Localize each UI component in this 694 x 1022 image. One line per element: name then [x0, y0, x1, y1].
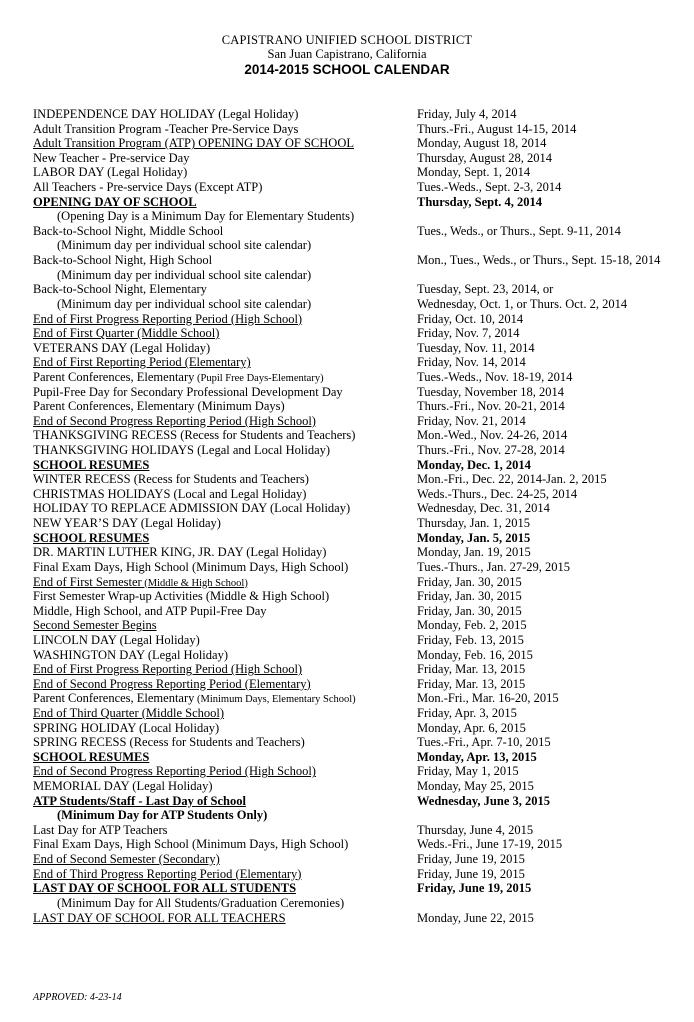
event-date: Thurs.-Fri., August 14-15, 2014 [417, 121, 577, 136]
calendar-row [0, 837, 694, 852]
calendar-row [0, 282, 694, 297]
calendar-row [0, 107, 694, 122]
calendar-row [0, 691, 694, 706]
event-date: Mon., Tues., Weds., or Thurs., Sept. 15-18, 2014 [417, 253, 661, 268]
calendar-row [0, 706, 694, 721]
calendar-row [0, 253, 694, 268]
event-date: Friday, Oct. 10, 2014 [417, 311, 524, 326]
event-name: OPENING DAY OF SCHOOL [33, 194, 197, 209]
calendar-row [0, 896, 694, 911]
event-date: Thurs.-Fri., Nov. 27-28, 2014 [417, 443, 565, 458]
event-name: SCHOOL RESUMES [33, 457, 150, 472]
event-date: Tues., Weds., or Thurs., Sept. 9-11, 2014 [417, 223, 621, 238]
calendar-row [0, 165, 694, 180]
event-name: LAST DAY OF SCHOOL FOR ALL STUDENTS [33, 881, 297, 896]
event-name: Back-to-School Night, Middle School [33, 223, 224, 238]
event-date: Thurs.-Fri., Nov. 20-21, 2014 [417, 399, 565, 414]
event-name: (Minimum day per individual school site calendar) [57, 238, 312, 253]
calendar-row [0, 326, 694, 341]
event-name: THANKSGIVING RECESS (Recess for Students and Teachers) [33, 428, 356, 443]
calendar-row [0, 764, 694, 779]
event-date: Monday, Jan. 19, 2015 [417, 545, 531, 560]
calendar-row [0, 399, 694, 414]
event-date: Thursday, August 28, 2014 [417, 150, 552, 165]
event-name: WINTER RECESS (Recess for Students and Teachers) [33, 472, 309, 487]
event-name: Last Day for ATP Teachers [33, 822, 168, 837]
event-name: Pupil-Free Day for Secondary Professional Development Day [33, 384, 343, 399]
calendar-row [0, 545, 694, 560]
event-date: Friday, May 1, 2015 [417, 764, 519, 779]
event-date: Monday, Sept. 1, 2014 [417, 165, 531, 180]
event-note: (Middle & High School) [141, 577, 248, 589]
calendar-row [0, 501, 694, 516]
event-date: Friday, June 19, 2015 [417, 881, 532, 896]
event-date: Tuesday, Nov. 11, 2014 [417, 340, 535, 355]
calendar-row [0, 881, 694, 896]
calendar-row [0, 662, 694, 677]
event-name: End of Second Progress Reporting Period (High School) [33, 764, 316, 779]
calendar-row [0, 560, 694, 575]
event-name: End of First Quarter (Middle School) [33, 326, 220, 341]
event-date: Friday, Jan. 30, 2015 [417, 574, 522, 589]
calendar-row [0, 472, 694, 487]
event-date: Monday, Feb. 2, 2015 [417, 618, 527, 633]
event-date: Friday, Apr. 3, 2015 [417, 705, 517, 720]
event-date: Monday, Dec. 1, 2014 [417, 457, 531, 472]
event-date: Thursday, June 4, 2015 [417, 822, 534, 837]
event-name: LINCOLN DAY (Legal Holiday) [33, 632, 200, 647]
district-location: San Juan Capistrano, California [267, 47, 427, 61]
calendar-row [0, 648, 694, 663]
event-date: Tues.-Fri., Apr. 7-10, 2015 [417, 735, 551, 750]
event-name: SCHOOL RESUMES [33, 749, 150, 764]
event-name: ATP Students/Staff - Last Day of School [33, 793, 246, 808]
calendar-row [0, 794, 694, 809]
calendar-row [0, 852, 694, 867]
event-name: End of Third Progress Reporting Period (Elementary) [33, 866, 302, 881]
calendar-row [0, 589, 694, 604]
event-date: Monday, Apr. 13, 2015 [417, 749, 537, 764]
event-name: SPRING HOLIDAY (Local Holiday) [33, 720, 220, 735]
event-date: Friday, June 19, 2015 [417, 852, 525, 867]
event-name: End of Second Progress Reporting Period (High School) [33, 413, 316, 428]
event-name: End of First Progress Reporting Period (High School) [33, 662, 303, 677]
calendar-row [0, 224, 694, 239]
calendar-row [0, 385, 694, 400]
calendar-row [0, 618, 694, 633]
calendar-row [0, 312, 694, 327]
event-title: Parent Conferences, Elementary [33, 691, 195, 706]
calendar-row [0, 487, 694, 502]
calendar-row [0, 180, 694, 195]
calendar-row [0, 911, 694, 926]
event-name: First Semester Wrap-up Activities (Middle & High School) [33, 589, 330, 604]
event-date: Wednesday, June 3, 2015 [417, 793, 551, 808]
calendar-row [0, 750, 694, 765]
calendar-row [0, 209, 694, 224]
event-date: Mon.-Wed., Nov. 24-26, 2014 [417, 428, 568, 443]
event-note: (Minimum Days, Elementary School) [194, 694, 356, 706]
calendar-row [0, 414, 694, 429]
event-date: Friday, Nov. 14, 2014 [417, 355, 526, 370]
calendar-row [0, 531, 694, 546]
event-date: Friday, Mar. 13, 2015 [417, 662, 526, 677]
event-date: Thursday, Jan. 1, 2015 [417, 516, 531, 531]
event-name: Final Exam Days, High School (Minimum Days, High School) [33, 559, 349, 574]
event-date: Friday, July 4, 2014 [417, 107, 517, 121]
event-note: (Pupil Free Days-Elementary) [194, 372, 324, 384]
event-date: Monday, June 22, 2015 [417, 910, 534, 925]
event-name: MEMORIAL DAY (Legal Holiday) [33, 779, 213, 794]
event-name: End of Second Progress Reporting Period (Elementary) [33, 676, 311, 691]
calendar-row [0, 808, 694, 823]
approval-note: APPROVED: 4-23-14 [33, 992, 122, 1003]
event-name: (Minimum Day for All Students/Graduation Ceremonies) [57, 895, 345, 910]
calendar-row [0, 735, 694, 750]
calendar-row [0, 443, 694, 458]
event-name: VETERANS DAY (Legal Holiday) [33, 340, 211, 355]
calendar-row [0, 122, 694, 137]
event-name: (Minimum Day for ATP Students Only) [57, 808, 268, 823]
event-name: Second Semester Begins [33, 618, 157, 633]
event-date: Monday, Jan. 5, 2015 [417, 530, 531, 545]
calendar-row [0, 677, 694, 692]
event-name: End of Second Semester (Secondary) [33, 852, 220, 867]
event-date: Tues.-Weds., Nov. 18-19, 2014 [417, 369, 573, 384]
event-name: THANKSGIVING HOLIDAYS (Legal and Local Holiday) [33, 443, 331, 458]
event-date: Thursday, Sept. 4, 2014 [417, 194, 543, 209]
event-name: End of First Reporting Period (Elementary) [33, 355, 251, 370]
event-name: Adult Transition Program (ATP) OPENING DAY OF SCHOOL [33, 136, 354, 151]
event-name: DR. MARTIN LUTHER KING, JR. DAY (Legal Holiday) [33, 545, 327, 560]
event-date: Monday, August 18, 2014 [417, 136, 547, 151]
calendar-row [0, 458, 694, 473]
event-title: Parent Conferences, Elementary [33, 369, 195, 384]
calendar-row [0, 136, 694, 151]
event-name: SPRING RECESS (Recess for Students and Teachers) [33, 735, 305, 750]
event-date: Mon.-Fri., Dec. 22, 2014-Jan. 2, 2015 [417, 472, 607, 487]
calendar-row [0, 779, 694, 794]
calendar-row [0, 633, 694, 648]
event-name: Final Exam Days, High School (Minimum Days, High School) [33, 837, 349, 852]
event-date: Friday, Jan. 30, 2015 [417, 603, 522, 618]
calendar-row [0, 195, 694, 210]
event-name: Parent Conferences, Elementary (Minimum Days) [33, 399, 285, 414]
calendar-row [0, 575, 694, 590]
event-name: Adult Transition Program -Teacher Pre-Service Days [33, 121, 299, 136]
event-date: Tuesday, November 18, 2014 [417, 384, 564, 399]
calendar-row [0, 355, 694, 370]
event-date: Friday, Nov. 21, 2014 [417, 413, 526, 428]
event-name: All Teachers - Pre-service Days (Except ATP) [33, 180, 263, 195]
event-date: Friday, June 19, 2015 [417, 866, 525, 881]
event-name: (Minimum day per individual school site calendar) [57, 267, 312, 282]
event-date: Monday, May 25, 2015 [417, 779, 534, 794]
event-date: Friday, Nov. 7, 2014 [417, 326, 520, 341]
calendar-row [0, 268, 694, 283]
event-name: End of Third Quarter (Middle School) [33, 705, 225, 720]
event-date: Mon.-Fri., Mar. 16-20, 2015 [417, 691, 559, 706]
district-name: CAPISTRANO UNIFIED SCHOOL DISTRICT [221, 33, 473, 47]
event-date: Wednesday, Dec. 31, 2014 [417, 501, 550, 516]
calendar-row [0, 151, 694, 166]
calendar-row [0, 604, 694, 619]
event-name: New Teacher - Pre-service Day [33, 150, 190, 165]
event-name: LAST DAY OF SCHOOL FOR ALL TEACHERS [33, 910, 286, 925]
event-name: Back-to-School Night, High School [33, 253, 213, 268]
calendar-title: 2014-2015 SCHOOL CALENDAR [244, 62, 450, 77]
event-date: Tues.-Weds., Sept. 2-3, 2014 [417, 180, 562, 195]
event-date: Monday, Feb. 16, 2015 [417, 647, 533, 662]
event-name: End of First Progress Reporting Period (High School) [33, 311, 303, 326]
calendar-row [0, 238, 694, 253]
event-name: Middle, High School, and ATP Pupil-Free Day [33, 603, 267, 618]
event-title: End of First Semester [33, 574, 142, 589]
calendar-row [0, 823, 694, 838]
event-name: CHRISTMAS HOLIDAYS (Local and Legal Holiday) [33, 486, 307, 501]
calendar-table [0, 107, 694, 925]
event-name: WASHINGTON DAY (Legal Holiday) [33, 647, 228, 662]
calendar-row [0, 516, 694, 531]
event-date: Wednesday, Oct. 1, or Thurs. Oct. 2, 2014 [417, 296, 628, 311]
event-name: INDEPENDENCE DAY HOLIDAY (Legal Holiday) [33, 107, 299, 121]
event-date: Weds.-Thurs., Dec. 24-25, 2014 [417, 486, 578, 501]
event-name: NEW YEAR’S DAY (Legal Holiday) [33, 516, 221, 531]
event-date: Monday, Apr. 6, 2015 [417, 720, 526, 735]
calendar-row [0, 721, 694, 736]
event-date: Friday, Jan. 30, 2015 [417, 589, 522, 604]
calendar-row [0, 428, 694, 443]
calendar-row [0, 370, 694, 385]
event-name: HOLIDAY TO REPLACE ADMISSION DAY (Local Holiday) [33, 501, 351, 516]
event-name: (Minimum day per individual school site calendar) [57, 296, 312, 311]
event-name: SCHOOL RESUMES [33, 530, 150, 545]
calendar-row [0, 867, 694, 882]
event-date: Friday, Mar. 13, 2015 [417, 676, 526, 691]
event-name: Back-to-School Night, Elementary [33, 282, 207, 297]
event-name: LABOR DAY (Legal Holiday) [33, 165, 188, 180]
event-name: (Opening Day is a Minimum Day for Elementary Students) [57, 209, 355, 224]
event-date: Weds.-Fri., June 17-19, 2015 [417, 837, 563, 852]
event-date: Tues.-Thurs., Jan. 27-29, 2015 [417, 559, 571, 574]
event-date: Tuesday, Sept. 23, 2014, or [417, 282, 554, 297]
event-date: Friday, Feb. 13, 2015 [417, 632, 524, 647]
calendar-row [0, 297, 694, 312]
calendar-row [0, 341, 694, 356]
